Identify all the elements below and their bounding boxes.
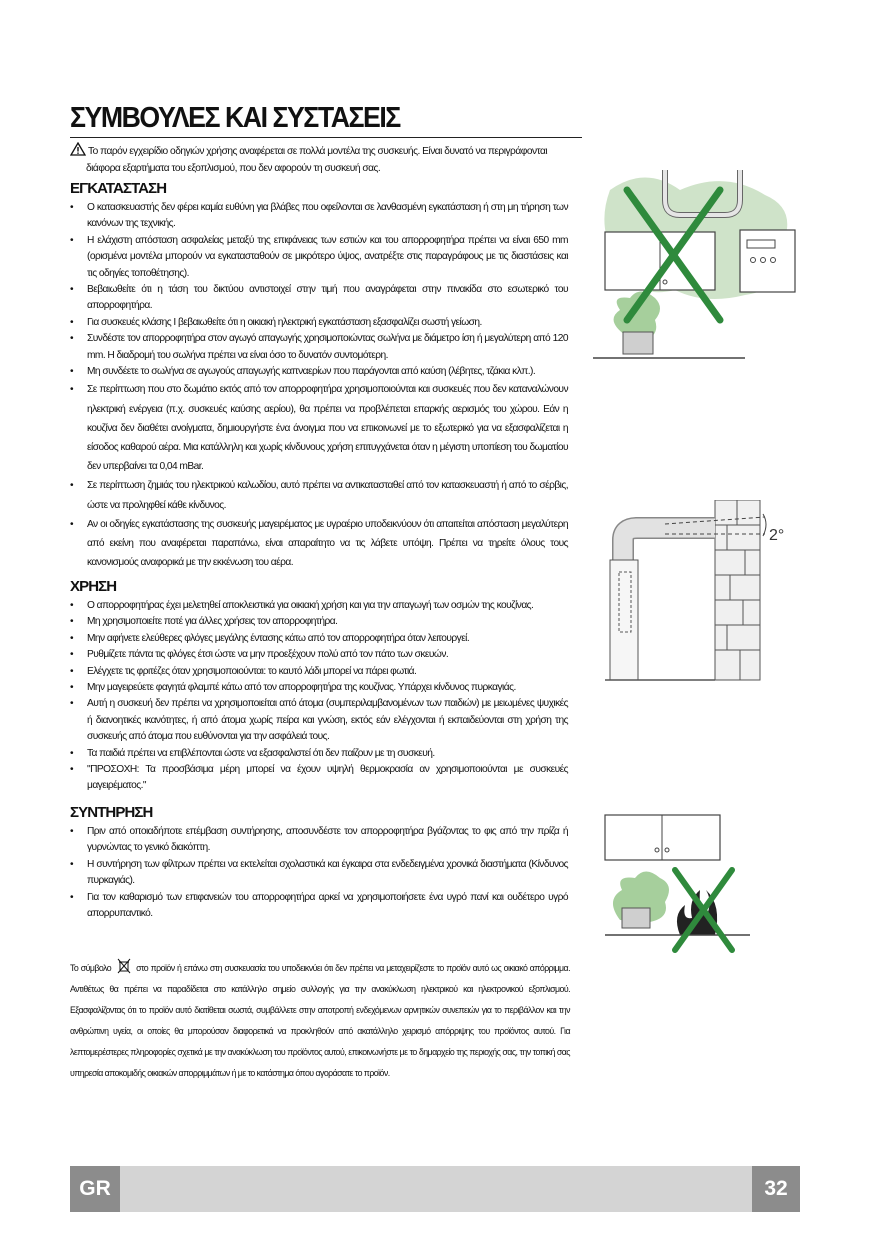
list-item: • Τα παιδιά πρέπει να επιβλέπονται ώστε να εξασφαλιστεί ότι δεν παίζουν με τη συσκευή. bbox=[70, 746, 568, 762]
intro-line-2: διάφορα εξαρτήματα του εξοπλισμού, που δεν αφορούν τη συσκευή σας. bbox=[86, 163, 381, 174]
intro-line-1: Το παρόν εγχειρίδιο οδηγιών χρήσης αναφέρεται σε πολλά μοντέλα της συσκευής. Είναι δυνατό να περιγράφονται bbox=[88, 146, 548, 157]
use-list bbox=[70, 598, 568, 795]
page-footer bbox=[70, 1166, 800, 1212]
section-heading-installation: ΕΓΚΑΤΑΣΤΑΣΗ bbox=[70, 180, 167, 197]
list-item: • Αυτή η συσκευή δεν πρέπει να χρησιμοποιείται από άτομα (συμπεριλαμβανομένων των παιδιών) με μειωμένες ψυχικές ή διανοητικές ικανότητες, ή από άτομα χωρίς πείρα και γνώση, εκτός εάν ελέγχονται ή εκπαιδεύονται στη χρήση της συσκευής από άτομα που ευθύνονται για την ασφάλειά τους. bbox=[70, 696, 568, 745]
list-item: • Βεβαιωθείτε ότι η τάση του δικτύου αντιστοιχεί στην τιμή που αναγράφεται στην πινακίδα στο εσωτερικό του απορροφητήρα. bbox=[70, 282, 568, 315]
list-item: • Για συσκευές κλάσης I βεβαιωθείτε ότι η οικιακή ηλεκτρική εγκατάσταση εξασφαλίζει σωστή γείωση. bbox=[70, 315, 568, 331]
list-item: • Ελέγχετε τις φριτέζες όταν χρησιμοποιούνται: το καυτό λάδι μπορεί να πάρει φωτιά. bbox=[70, 664, 568, 680]
list-item: • "ΠΡΟΣΟΧΗ: Τα προσβάσιμα μέρη μπορεί να έχουν υψηλή θερμοκρασία αν χρησιμοποιούνται με συσκευές μαγειρέματος." bbox=[70, 762, 568, 795]
list-item: • Αν οι οδηγίες εγκατάστασης της συσκευής μαγειρέματος με υγραέριο υποδεικνύουν ότι απαιτείται απόσταση μεγαλύτερη από εκείνη που αναφέρεται παραπάνω, είναι απαραίτητο να τις λάβετε υπόψη. Πρέπει να τηρείτε όλους τους κανονισμούς αναφορικά με την εκκένωση του αέρα. bbox=[70, 515, 568, 573]
list-item: • Μην αφήνετε ελεύθερες φλόγες μεγάλης έντασης κάτω από τον απορροφητήρα όταν λειτουργεί. bbox=[70, 631, 568, 647]
list-item: • Σε περίπτωση ζημιάς του ηλεκτρικού καλωδίου, αυτό πρέπει να αντικατασταθεί από τον κατασκευαστή ή από το σέρβις, ώστε να προληφθεί κάθε κίνδυνος. bbox=[70, 476, 568, 514]
intro-note bbox=[70, 142, 566, 177]
list-item: • Για τον καθαρισμό των επιφανειών του απορροφητήρα αρκεί να χρησιμοποιήσετε ένα υγρό πανί και ουδέτερο υγρό απορρυπαντικό. bbox=[70, 890, 568, 923]
list-item: • Πριν από οποιαδήποτε επέμβαση συντήρησης, αποσυνδέστε τον απορροφητήρα βγάζοντας το φις από την πρίζα ή γυρνώντας το γενικό διακόπτη. bbox=[70, 824, 568, 857]
warning-icon bbox=[70, 142, 86, 156]
illustration-duct-slope bbox=[605, 500, 800, 685]
list-item: • Ο κατασκευαστής δεν φέρει καμία ευθύνη για βλάβες που οφείλονται σε λανθασμένη εγκατάσταση ή στη μη τήρηση των κανόνων της τεχνικής. bbox=[70, 200, 568, 233]
list-item: • Μη χρησιμοποιείτε ποτέ για άλλες χρήσεις τον απορροφητήρα. bbox=[70, 614, 568, 630]
list-item: • Μη συνδέετε το σωλήνα σε αγωγούς απαγωγής καπναερίων που παράγονται από καύση (λέβητες, τζάκια κλπ.). bbox=[70, 364, 568, 380]
list-item: • Μην μαγειρεύετε φαγητά φλαμπέ κάτω από τον απορροφητήρα της κουζίνας. Υπάρχει κίνδυνος πυρκαγιάς. bbox=[70, 680, 568, 696]
list-item: • Συνδέστε τον απορροφητήρα στον αγωγό απαγωγής χρησιμοποιώντας σωλήνα με διάμετρο ίση ή μεγαλύτερη από 120 mm. Η διαδρομή του σωλήνα πρέπει να είναι όσο το δυνατόν συντομότερη. bbox=[70, 331, 568, 364]
language-code: GR bbox=[70, 1166, 120, 1212]
list-item: • Η συντήρηση των φίλτρων πρέπει να εκτελείται σχολαστικά και έγκαιρα στα ενδεδειγμένα χρονικά διαστήματα (Κίνδυνος πυρκαγιάς). bbox=[70, 857, 568, 890]
page-number: 32 bbox=[752, 1166, 800, 1212]
slope-angle-label: 2° bbox=[769, 527, 785, 544]
page-title: ΣΥΜΒΟΥΛΕΣ ΚΑΙ ΣΥΣΤΑΣΕΙΣ bbox=[70, 102, 400, 134]
list-item: • Ο απορροφητήρας έχει μελετηθεί αποκλειστικά για οικιακή χρήση και για την απαγωγή των οσμών της κουζίνας. bbox=[70, 598, 568, 614]
section-heading-maintenance: ΣΥΝΤΗΡΗΣΗ bbox=[70, 804, 153, 821]
list-item: • Η ελάχιστη απόσταση ασφαλείας μεταξύ της επιφάνειας των εστιών και του απορροφητήρα πρέπει να είναι 650 mm (ορισμένα μοντέλα μπορούν να εγκατασταθούν σε μικρότερο ύψος, ανατρέξτε στις παραγράφους με τις διαστάσεις και τις οδηγίες τοποθέτησης). bbox=[70, 233, 568, 282]
maintenance-list bbox=[70, 824, 568, 922]
title-divider bbox=[70, 137, 582, 138]
list-item: • Σε περίπτωση που στο δωμάτιο εκτός από τον απορροφητήρα χρησιμοποιούνται και συσκευές που δεν καταναλώνουν ηλεκτρική ενέργεια (π.χ. συσκευές καύσης αερίου), θα πρέπει να προβλέπεται επαρκής αερισμός του χώρου. Εάν η κουζίνα δεν διαθέτει ανοίγματα, δημιουργήστε ένα άνοιγμα που να επικοινωνεί με το εξωτερικό για να εξασφαλίζεται η είσοδος καθαρού αέρα. Μια κατάλληλη και χωρίς κίνδυνους χρήση επιτυγχάνεται όταν η μέγιστη υποπίεση του δωματίου δεν υπερβαίνει τα 0,04 mBar. bbox=[70, 380, 568, 476]
disposal-note-start: Το σύμβολο bbox=[70, 963, 112, 973]
installation-list bbox=[70, 200, 568, 573]
list-item: • Ρυθμίζετε πάντα τις φλόγες έτσι ώστε να μην προεξέχουν πολύ από τον πάτο των σκευών. bbox=[70, 647, 568, 663]
illustration-no-flambe bbox=[600, 810, 750, 955]
disposal-note-text: στο προϊόν ή επάνω στη συσκευασία του υποδεικνύει ότι δεν πρέπει να μεταχειρίζεστε το προϊόν αυτό ως οικιακό απόρριμμα. Αντιθέτως θα πρέπει να παραδίδεται στο κατάλληλο σημείο συλλογής για την ανακύκλωση ηλεκτρικού και ηλεκτρονικού εξοπλισμού. Εξασφαλίζοντας ότι το προϊόν αυτό διατίθεται σωστά, συμβάλλετε στην αποτροπή ενδεχόμενων αρνητικών συνεπειών για το περιβάλλον και την ανθρώπινη υγεία, οι οποίες θα μπορούσαν διαφορετικά να προκληθούν από ακατάλληλο χειρισμό απόρριψης του προϊόντος αυτού. Για λεπτομερέστερες πληροφορίες σχετικά με την ανακύκλωση του προϊόντος αυτού, επικοινωνήστε με το δημαρχείο της περιοχής σας, την τοπική σας υπηρεσία αποκομιδής οικιακών απορριμμάτων ή με το κατάστημα όπου αγοράσατε το προϊόν. bbox=[70, 963, 570, 1078]
crossed-out-bin-icon bbox=[117, 958, 131, 974]
section-heading-use: ΧΡΗΣΗ bbox=[70, 578, 117, 595]
illustration-hood-installation-warning bbox=[585, 170, 800, 365]
disposal-note bbox=[70, 958, 570, 1084]
